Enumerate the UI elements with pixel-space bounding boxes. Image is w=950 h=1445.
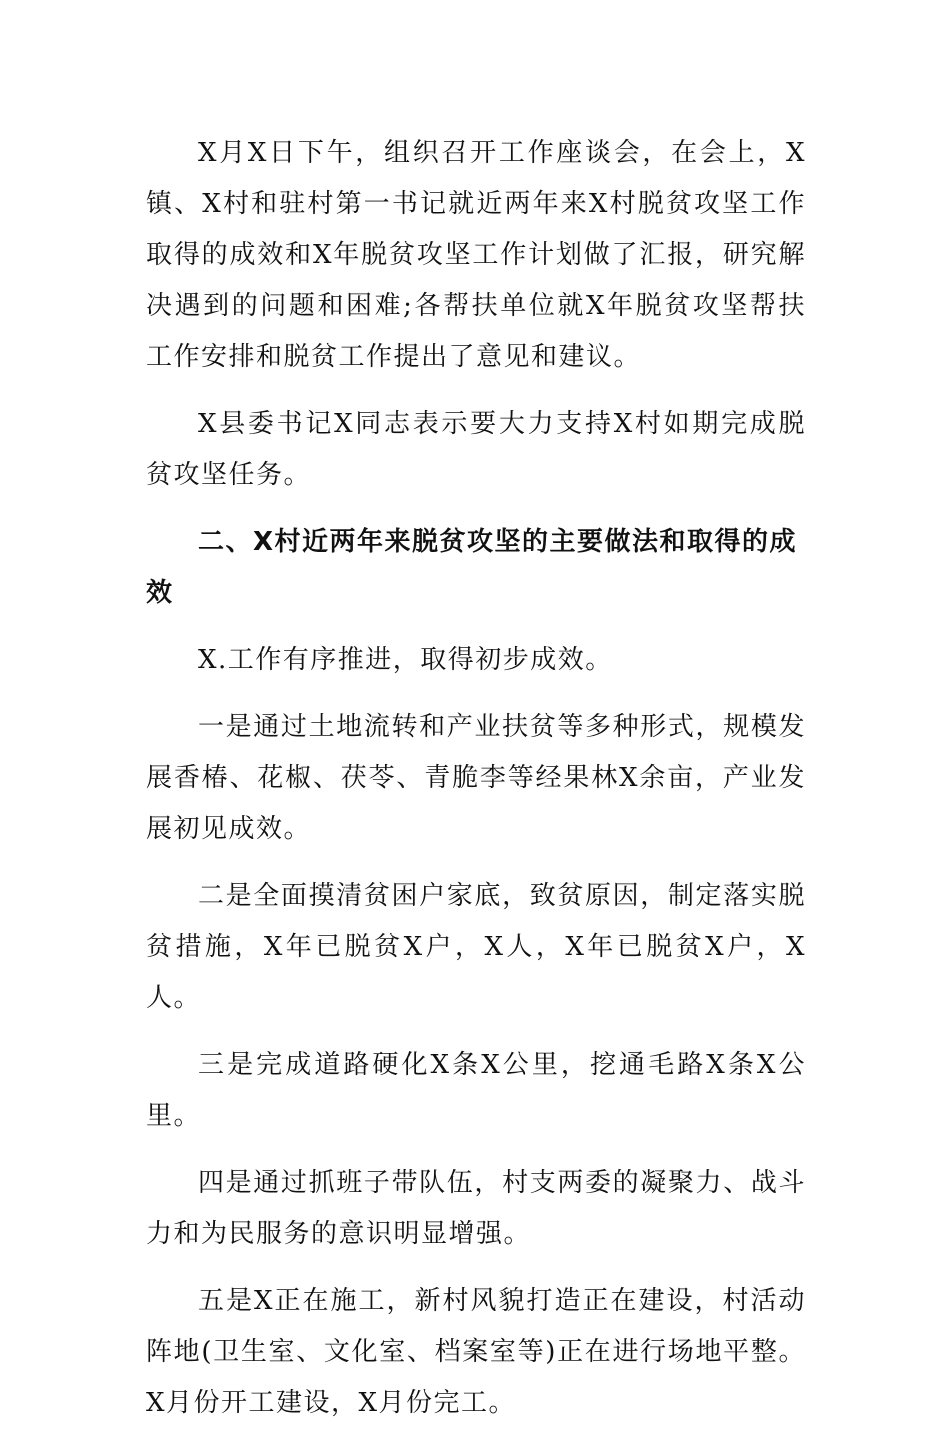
paragraph-item-one: 一是通过土地流转和产业扶贫等多种形式，规模发展香椿、花椒、茯苓、青脆李等经果林X余亩，产业发展初见成效。 bbox=[146, 712, 806, 844]
paragraph-item-two: 二是全面摸清贫困户家底，致贫原因，制定落实脱贫措施，X年已脱贫X户，X人，X年已脱贫X户，X人。 bbox=[146, 881, 806, 1013]
document-body bbox=[146, 128, 806, 1445]
section-heading: 二、X村近两年来脱贫攻坚的主要做法和取得的成效 bbox=[146, 527, 798, 608]
paragraph-item-four: 四是通过抓班子带队伍，村支两委的凝聚力、战斗力和为民服务的意识明显增强。 bbox=[146, 1168, 806, 1249]
paragraph-item-five: 五是X正在施工，新村风貌打造正在建设，村活动阵地(卫生室、文化室、档案室等)正在进行场地平整。X月份开工建设，X月份完工。 bbox=[146, 1286, 806, 1418]
paragraph-meeting: X月X日下午，组织召开工作座谈会，在会上，X镇、X村和驻村第一书记就近两年来X村脱贫攻坚工作取得的成效和X年脱贫攻坚工作计划做了汇报，研究解决遇到的问题和困难;各帮扶单位就X年脱贫攻坚帮扶工作安排和脱贫工作提出了意见和建议。 bbox=[146, 138, 806, 372]
paragraph-county-secretary: X县委书记X同志表示要大力支持X村如期完成脱贫攻坚任务。 bbox=[146, 409, 806, 490]
paragraph-item-three: 三是完成道路硬化X条X公里，挖通毛路X条X公里。 bbox=[146, 1050, 806, 1131]
paragraph-progress: X.工作有序推进，取得初步成效。 bbox=[198, 645, 613, 675]
